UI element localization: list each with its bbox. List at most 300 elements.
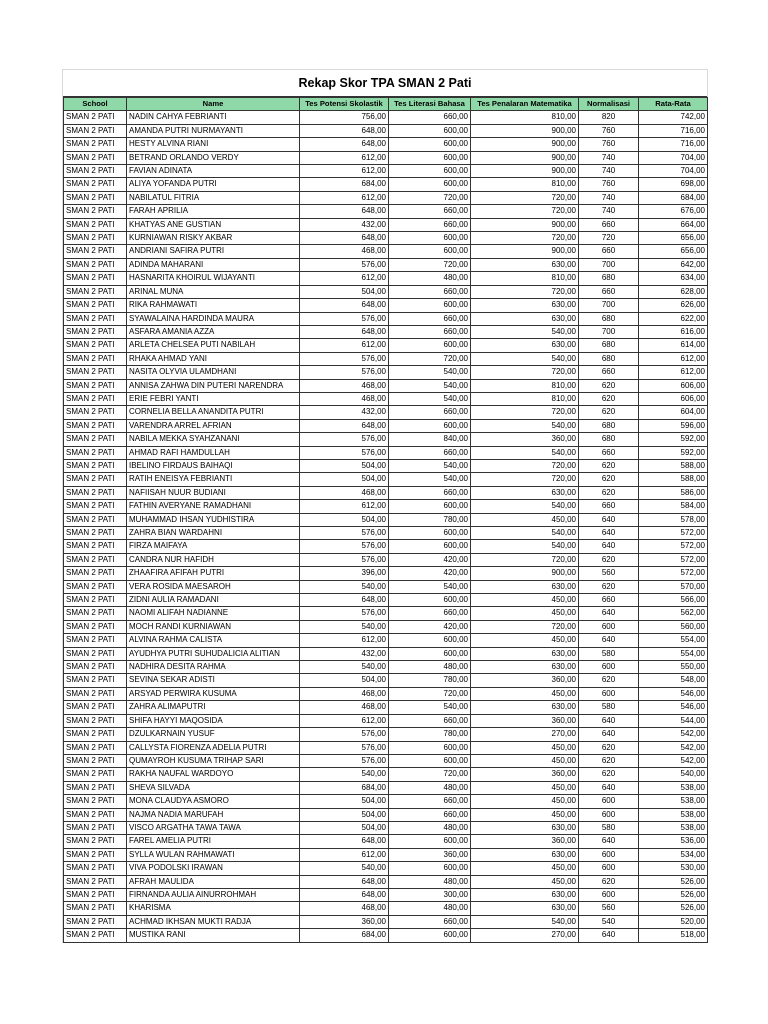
cell-school: SMAN 2 PATI <box>64 795 127 808</box>
cell-normalisasi: 620 <box>579 754 639 767</box>
cell-tes-potensi-skolastik: 468,00 <box>300 245 389 258</box>
cell-tes-penalaran-matematika: 810,00 <box>471 272 579 285</box>
col-header-normalisasi: Normalisasi <box>579 98 639 111</box>
cell-tes-potensi-skolastik: 612,00 <box>300 191 389 204</box>
table-row <box>64 701 708 714</box>
cell-name: HASNARITA KHOIRUL WIJAYANTI <box>127 272 300 285</box>
cell-rata-rata: 676,00 <box>639 205 708 218</box>
cell-school: SMAN 2 PATI <box>64 888 127 901</box>
cell-tes-penalaran-matematika: 270,00 <box>471 929 579 942</box>
cell-name: VARENDRA ARREL AFRIAN <box>127 419 300 432</box>
cell-name: MONA CLAUDYA ASMORO <box>127 795 300 808</box>
cell-tes-potensi-skolastik: 648,00 <box>300 138 389 151</box>
col-header-tes-potensi-skolastik: Tes Potensi Skolastik <box>300 98 389 111</box>
table-row <box>64 808 708 821</box>
table-row <box>64 299 708 312</box>
cell-tes-penalaran-matematika: 450,00 <box>471 513 579 526</box>
table-row <box>64 325 708 338</box>
cell-school: SMAN 2 PATI <box>64 178 127 191</box>
cell-rata-rata: 542,00 <box>639 741 708 754</box>
table-row <box>64 862 708 875</box>
cell-school: SMAN 2 PATI <box>64 392 127 405</box>
cell-tes-potensi-skolastik: 504,00 <box>300 808 389 821</box>
cell-normalisasi: 640 <box>579 835 639 848</box>
cell-rata-rata: 520,00 <box>639 915 708 928</box>
cell-normalisasi: 680 <box>579 352 639 365</box>
cell-name: RATIH ENEISYA FEBRIANTI <box>127 473 300 486</box>
cell-tes-potensi-skolastik: 648,00 <box>300 325 389 338</box>
cell-school: SMAN 2 PATI <box>64 620 127 633</box>
cell-tes-literasi-bahasa: 480,00 <box>389 821 471 834</box>
cell-tes-literasi-bahasa: 600,00 <box>389 835 471 848</box>
cell-tes-potensi-skolastik: 576,00 <box>300 754 389 767</box>
cell-tes-penalaran-matematika: 540,00 <box>471 915 579 928</box>
cell-name: CANDRA NUR HAFIDH <box>127 553 300 566</box>
cell-tes-literasi-bahasa: 540,00 <box>389 379 471 392</box>
cell-rata-rata: 572,00 <box>639 527 708 540</box>
cell-tes-literasi-bahasa: 480,00 <box>389 272 471 285</box>
cell-rata-rata: 592,00 <box>639 446 708 459</box>
cell-school: SMAN 2 PATI <box>64 165 127 178</box>
cell-tes-potensi-skolastik: 540,00 <box>300 862 389 875</box>
cell-rata-rata: 592,00 <box>639 433 708 446</box>
cell-tes-potensi-skolastik: 540,00 <box>300 661 389 674</box>
cell-school: SMAN 2 PATI <box>64 245 127 258</box>
cell-normalisasi: 760 <box>579 178 639 191</box>
cell-tes-penalaran-matematika: 720,00 <box>471 406 579 419</box>
cell-tes-potensi-skolastik: 468,00 <box>300 486 389 499</box>
cell-tes-potensi-skolastik: 576,00 <box>300 352 389 365</box>
cell-normalisasi: 640 <box>579 634 639 647</box>
cell-rata-rata: 664,00 <box>639 218 708 231</box>
cell-tes-penalaran-matematika: 450,00 <box>471 795 579 808</box>
table-body <box>64 111 708 942</box>
cell-tes-potensi-skolastik: 432,00 <box>300 647 389 660</box>
cell-normalisasi: 620 <box>579 674 639 687</box>
cell-normalisasi: 740 <box>579 205 639 218</box>
cell-tes-potensi-skolastik: 540,00 <box>300 580 389 593</box>
cell-tes-literasi-bahasa: 600,00 <box>389 299 471 312</box>
cell-tes-potensi-skolastik: 648,00 <box>300 888 389 901</box>
cell-tes-penalaran-matematika: 810,00 <box>471 111 579 124</box>
cell-school: SMAN 2 PATI <box>64 634 127 647</box>
cell-tes-literasi-bahasa: 840,00 <box>389 433 471 446</box>
cell-rata-rata: 526,00 <box>639 875 708 888</box>
cell-tes-penalaran-matematika: 450,00 <box>471 607 579 620</box>
cell-tes-penalaran-matematika: 450,00 <box>471 594 579 607</box>
cell-tes-potensi-skolastik: 576,00 <box>300 553 389 566</box>
cell-school: SMAN 2 PATI <box>64 124 127 137</box>
table-row <box>64 339 708 352</box>
cell-tes-penalaran-matematika: 450,00 <box>471 634 579 647</box>
cell-name: VIVA PODOLSKI IRAWAN <box>127 862 300 875</box>
cell-tes-penalaran-matematika: 360,00 <box>471 768 579 781</box>
cell-normalisasi: 740 <box>579 191 639 204</box>
cell-tes-potensi-skolastik: 468,00 <box>300 392 389 405</box>
cell-normalisasi: 640 <box>579 781 639 794</box>
cell-school: SMAN 2 PATI <box>64 339 127 352</box>
cell-rata-rata: 614,00 <box>639 339 708 352</box>
table-row <box>64 486 708 499</box>
cell-tes-penalaran-matematika: 630,00 <box>471 888 579 901</box>
table-row <box>64 138 708 151</box>
cell-normalisasi: 600 <box>579 795 639 808</box>
cell-rata-rata: 526,00 <box>639 888 708 901</box>
cell-tes-potensi-skolastik: 684,00 <box>300 178 389 191</box>
table-row <box>64 915 708 928</box>
cell-normalisasi: 600 <box>579 848 639 861</box>
cell-tes-potensi-skolastik: 468,00 <box>300 687 389 700</box>
cell-tes-penalaran-matematika: 630,00 <box>471 701 579 714</box>
cell-tes-literasi-bahasa: 600,00 <box>389 245 471 258</box>
cell-rata-rata: 538,00 <box>639 795 708 808</box>
cell-normalisasi: 600 <box>579 888 639 901</box>
cell-tes-penalaran-matematika: 630,00 <box>471 580 579 593</box>
cell-tes-literasi-bahasa: 600,00 <box>389 165 471 178</box>
cell-tes-penalaran-matematika: 900,00 <box>471 165 579 178</box>
cell-tes-potensi-skolastik: 468,00 <box>300 701 389 714</box>
cell-rata-rata: 684,00 <box>639 191 708 204</box>
cell-tes-potensi-skolastik: 576,00 <box>300 366 389 379</box>
cell-normalisasi: 620 <box>579 580 639 593</box>
cell-tes-literasi-bahasa: 600,00 <box>389 124 471 137</box>
cell-school: SMAN 2 PATI <box>64 151 127 164</box>
cell-school: SMAN 2 PATI <box>64 701 127 714</box>
cell-school: SMAN 2 PATI <box>64 433 127 446</box>
cell-name: SHEVA SILVADA <box>127 781 300 794</box>
table-row <box>64 634 708 647</box>
cell-normalisasi: 700 <box>579 258 639 271</box>
cell-tes-literasi-bahasa: 720,00 <box>389 191 471 204</box>
cell-tes-literasi-bahasa: 540,00 <box>389 701 471 714</box>
table-row <box>64 714 708 727</box>
cell-rata-rata: 562,00 <box>639 607 708 620</box>
cell-tes-literasi-bahasa: 360,00 <box>389 848 471 861</box>
cell-tes-potensi-skolastik: 576,00 <box>300 540 389 553</box>
cell-school: SMAN 2 PATI <box>64 647 127 660</box>
col-header-school: School <box>64 98 127 111</box>
cell-school: SMAN 2 PATI <box>64 191 127 204</box>
cell-name: ARSYAD PERWIRA KUSUMA <box>127 687 300 700</box>
cell-rata-rata: 572,00 <box>639 553 708 566</box>
cell-tes-potensi-skolastik: 576,00 <box>300 312 389 325</box>
cell-name: SEVINA SEKAR ADISTI <box>127 674 300 687</box>
cell-rata-rata: 704,00 <box>639 165 708 178</box>
cell-school: SMAN 2 PATI <box>64 473 127 486</box>
table-row <box>64 205 708 218</box>
cell-tes-penalaran-matematika: 720,00 <box>471 191 579 204</box>
col-header-tes-penalaran-matematika: Tes Penalaran Matematika <box>471 98 579 111</box>
cell-name: AYUDHYA PUTRI SUHUDALICIA ALITIAN <box>127 647 300 660</box>
cell-tes-potensi-skolastik: 612,00 <box>300 848 389 861</box>
cell-name: NADHIRA DESITA RAHMA <box>127 661 300 674</box>
cell-normalisasi: 660 <box>579 446 639 459</box>
cell-rata-rata: 548,00 <box>639 674 708 687</box>
cell-rata-rata: 698,00 <box>639 178 708 191</box>
cell-tes-potensi-skolastik: 504,00 <box>300 513 389 526</box>
cell-tes-potensi-skolastik: 504,00 <box>300 795 389 808</box>
cell-tes-penalaran-matematika: 450,00 <box>471 875 579 888</box>
col-header-rata-rata: Rata-Rata <box>639 98 708 111</box>
cell-name: FAVIAN ADINATA <box>127 165 300 178</box>
cell-name: FIRNANDA AULIA AINURROHMAH <box>127 888 300 901</box>
cell-school: SMAN 2 PATI <box>64 580 127 593</box>
cell-tes-literasi-bahasa: 420,00 <box>389 567 471 580</box>
cell-tes-penalaran-matematika: 630,00 <box>471 486 579 499</box>
cell-school: SMAN 2 PATI <box>64 674 127 687</box>
cell-tes-potensi-skolastik: 612,00 <box>300 165 389 178</box>
cell-tes-potensi-skolastik: 648,00 <box>300 232 389 245</box>
cell-name: ALVINA RAHMA CALISTA <box>127 634 300 647</box>
score-sheet <box>62 69 708 943</box>
cell-school: SMAN 2 PATI <box>64 594 127 607</box>
cell-normalisasi: 640 <box>579 527 639 540</box>
cell-normalisasi: 600 <box>579 862 639 875</box>
cell-tes-potensi-skolastik: 756,00 <box>300 111 389 124</box>
cell-tes-penalaran-matematika: 540,00 <box>471 540 579 553</box>
cell-school: SMAN 2 PATI <box>64 513 127 526</box>
cell-rata-rata: 704,00 <box>639 151 708 164</box>
cell-tes-literasi-bahasa: 600,00 <box>389 339 471 352</box>
cell-name: ANNISA ZAHWA DIN PUTERI NARENDRA <box>127 379 300 392</box>
cell-name: NABILATUL FITRIA <box>127 191 300 204</box>
cell-school: SMAN 2 PATI <box>64 848 127 861</box>
cell-tes-literasi-bahasa: 780,00 <box>389 728 471 741</box>
table-row <box>64 888 708 901</box>
cell-tes-potensi-skolastik: 468,00 <box>300 379 389 392</box>
cell-tes-literasi-bahasa: 600,00 <box>389 500 471 513</box>
cell-normalisasi: 660 <box>579 245 639 258</box>
cell-tes-potensi-skolastik: 648,00 <box>300 594 389 607</box>
cell-school: SMAN 2 PATI <box>64 406 127 419</box>
table-row <box>64 379 708 392</box>
table-row <box>64 312 708 325</box>
cell-tes-penalaran-matematika: 720,00 <box>471 232 579 245</box>
cell-normalisasi: 660 <box>579 594 639 607</box>
cell-tes-literasi-bahasa: 720,00 <box>389 687 471 700</box>
cell-name: DZULKARNAIN YUSUF <box>127 728 300 741</box>
table-row <box>64 620 708 633</box>
cell-tes-penalaran-matematika: 540,00 <box>471 527 579 540</box>
cell-tes-literasi-bahasa: 720,00 <box>389 352 471 365</box>
cell-tes-literasi-bahasa: 420,00 <box>389 620 471 633</box>
cell-tes-penalaran-matematika: 810,00 <box>471 178 579 191</box>
cell-name: AMANDA PUTRI NURMAYANTI <box>127 124 300 137</box>
cell-tes-literasi-bahasa: 660,00 <box>389 111 471 124</box>
cell-normalisasi: 600 <box>579 620 639 633</box>
cell-tes-literasi-bahasa: 480,00 <box>389 781 471 794</box>
cell-normalisasi: 680 <box>579 272 639 285</box>
cell-tes-potensi-skolastik: 504,00 <box>300 674 389 687</box>
cell-rata-rata: 716,00 <box>639 138 708 151</box>
table-row <box>64 258 708 271</box>
cell-name: CALLYSTA FIORENZA ADELIA PUTRI <box>127 741 300 754</box>
cell-rata-rata: 518,00 <box>639 929 708 942</box>
table-row <box>64 929 708 942</box>
cell-school: SMAN 2 PATI <box>64 352 127 365</box>
cell-tes-penalaran-matematika: 900,00 <box>471 218 579 231</box>
table-row <box>64 419 708 432</box>
cell-rata-rata: 566,00 <box>639 594 708 607</box>
cell-tes-potensi-skolastik: 612,00 <box>300 634 389 647</box>
cell-tes-potensi-skolastik: 612,00 <box>300 151 389 164</box>
table-row <box>64 835 708 848</box>
table-row <box>64 473 708 486</box>
cell-normalisasi: 620 <box>579 768 639 781</box>
cell-tes-penalaran-matematika: 900,00 <box>471 138 579 151</box>
cell-tes-penalaran-matematika: 900,00 <box>471 151 579 164</box>
cell-school: SMAN 2 PATI <box>64 728 127 741</box>
cell-tes-penalaran-matematika: 720,00 <box>471 553 579 566</box>
table-row <box>64 567 708 580</box>
cell-tes-penalaran-matematika: 450,00 <box>471 808 579 821</box>
cell-rata-rata: 554,00 <box>639 634 708 647</box>
cell-tes-potensi-skolastik: 648,00 <box>300 835 389 848</box>
cell-rata-rata: 586,00 <box>639 486 708 499</box>
table-row <box>64 111 708 124</box>
table-row <box>64 392 708 405</box>
cell-name: ZIDNI AULIA RAMADANI <box>127 594 300 607</box>
cell-normalisasi: 580 <box>579 821 639 834</box>
cell-tes-literasi-bahasa: 660,00 <box>389 607 471 620</box>
cell-normalisasi: 640 <box>579 929 639 942</box>
table-row <box>64 178 708 191</box>
cell-tes-literasi-bahasa: 300,00 <box>389 888 471 901</box>
cell-rata-rata: 538,00 <box>639 781 708 794</box>
cell-rata-rata: 540,00 <box>639 768 708 781</box>
cell-tes-penalaran-matematika: 450,00 <box>471 862 579 875</box>
cell-tes-literasi-bahasa: 660,00 <box>389 808 471 821</box>
cell-tes-penalaran-matematika: 810,00 <box>471 392 579 405</box>
cell-normalisasi: 600 <box>579 808 639 821</box>
cell-school: SMAN 2 PATI <box>64 446 127 459</box>
cell-normalisasi: 640 <box>579 728 639 741</box>
cell-name: FIRZA MAIFAYA <box>127 540 300 553</box>
cell-normalisasi: 680 <box>579 339 639 352</box>
cell-normalisasi: 720 <box>579 232 639 245</box>
cell-normalisasi: 660 <box>579 218 639 231</box>
cell-school: SMAN 2 PATI <box>64 325 127 338</box>
cell-tes-penalaran-matematika: 540,00 <box>471 419 579 432</box>
cell-name: NADIN CAHYA FEBRIANTI <box>127 111 300 124</box>
cell-school: SMAN 2 PATI <box>64 285 127 298</box>
cell-school: SMAN 2 PATI <box>64 553 127 566</box>
table-row <box>64 459 708 472</box>
cell-name: NAJMA NADIA MARUFAH <box>127 808 300 821</box>
cell-tes-potensi-skolastik: 612,00 <box>300 714 389 727</box>
cell-tes-literasi-bahasa: 660,00 <box>389 218 471 231</box>
cell-rata-rata: 616,00 <box>639 325 708 338</box>
col-header-name: Name <box>127 98 300 111</box>
cell-name: ERIE FEBRI YANTI <box>127 392 300 405</box>
cell-tes-potensi-skolastik: 612,00 <box>300 339 389 352</box>
cell-tes-literasi-bahasa: 780,00 <box>389 513 471 526</box>
cell-rata-rata: 742,00 <box>639 111 708 124</box>
cell-rata-rata: 538,00 <box>639 808 708 821</box>
cell-school: SMAN 2 PATI <box>64 459 127 472</box>
cell-tes-potensi-skolastik: 612,00 <box>300 500 389 513</box>
cell-normalisasi: 680 <box>579 312 639 325</box>
cell-tes-penalaran-matematika: 270,00 <box>471 728 579 741</box>
cell-tes-penalaran-matematika: 630,00 <box>471 312 579 325</box>
cell-school: SMAN 2 PATI <box>64 218 127 231</box>
cell-name: RAKHA NAUFAL WARDOYO <box>127 768 300 781</box>
cell-tes-literasi-bahasa: 780,00 <box>389 674 471 687</box>
cell-tes-penalaran-matematika: 360,00 <box>471 433 579 446</box>
cell-tes-literasi-bahasa: 600,00 <box>389 647 471 660</box>
cell-name: AFRAH MAULIDA <box>127 875 300 888</box>
cell-name: CORNELIA BELLA ANANDITA PUTRI <box>127 406 300 419</box>
cell-name: MUHAMMAD IHSAN YUDHISTIRA <box>127 513 300 526</box>
cell-tes-literasi-bahasa: 600,00 <box>389 178 471 191</box>
cell-school: SMAN 2 PATI <box>64 768 127 781</box>
table-row <box>64 647 708 660</box>
cell-tes-penalaran-matematika: 450,00 <box>471 754 579 767</box>
cell-name: AHMAD RAFI HAMDULLAH <box>127 446 300 459</box>
cell-normalisasi: 600 <box>579 687 639 700</box>
cell-tes-penalaran-matematika: 630,00 <box>471 647 579 660</box>
cell-tes-potensi-skolastik: 576,00 <box>300 527 389 540</box>
table-row <box>64 687 708 700</box>
cell-tes-literasi-bahasa: 540,00 <box>389 366 471 379</box>
cell-school: SMAN 2 PATI <box>64 258 127 271</box>
cell-tes-literasi-bahasa: 480,00 <box>389 902 471 915</box>
cell-name: KHATYAS ANE GUSTIAN <box>127 218 300 231</box>
cell-name: ARLETA CHELSEA PUTI NABILAH <box>127 339 300 352</box>
table-row <box>64 553 708 566</box>
cell-name: BETRAND ORLANDO VERDY <box>127 151 300 164</box>
cell-tes-penalaran-matematika: 360,00 <box>471 714 579 727</box>
cell-school: SMAN 2 PATI <box>64 379 127 392</box>
cell-tes-literasi-bahasa: 600,00 <box>389 419 471 432</box>
cell-tes-literasi-bahasa: 600,00 <box>389 527 471 540</box>
cell-normalisasi: 620 <box>579 486 639 499</box>
cell-normalisasi: 620 <box>579 741 639 754</box>
cell-name: MOCH RANDI KURNIAWAN <box>127 620 300 633</box>
cell-tes-penalaran-matematika: 810,00 <box>471 379 579 392</box>
table-row <box>64 272 708 285</box>
cell-tes-penalaran-matematika: 900,00 <box>471 124 579 137</box>
cell-tes-literasi-bahasa: 600,00 <box>389 594 471 607</box>
cell-tes-potensi-skolastik: 576,00 <box>300 728 389 741</box>
col-header-tes-literasi-bahasa: Tes Literasi Bahasa <box>389 98 471 111</box>
cell-normalisasi: 580 <box>579 647 639 660</box>
cell-tes-potensi-skolastik: 576,00 <box>300 607 389 620</box>
cell-rata-rata: 716,00 <box>639 124 708 137</box>
cell-normalisasi: 680 <box>579 419 639 432</box>
cell-rata-rata: 570,00 <box>639 580 708 593</box>
cell-rata-rata: 604,00 <box>639 406 708 419</box>
table-row <box>64 594 708 607</box>
header-row <box>64 98 708 111</box>
cell-tes-potensi-skolastik: 396,00 <box>300 567 389 580</box>
cell-tes-literasi-bahasa: 600,00 <box>389 754 471 767</box>
cell-tes-literasi-bahasa: 660,00 <box>389 915 471 928</box>
cell-rata-rata: 572,00 <box>639 567 708 580</box>
cell-normalisasi: 560 <box>579 567 639 580</box>
cell-tes-penalaran-matematika: 720,00 <box>471 366 579 379</box>
cell-tes-literasi-bahasa: 480,00 <box>389 661 471 674</box>
cell-normalisasi: 740 <box>579 165 639 178</box>
cell-rata-rata: 544,00 <box>639 714 708 727</box>
cell-school: SMAN 2 PATI <box>64 419 127 432</box>
cell-rata-rata: 588,00 <box>639 459 708 472</box>
cell-name: ZAHRA BIAN WARDAHNI <box>127 527 300 540</box>
cell-name: NABILA MEKKA SYAHZANANI <box>127 433 300 446</box>
cell-tes-penalaran-matematika: 630,00 <box>471 258 579 271</box>
cell-tes-literasi-bahasa: 660,00 <box>389 205 471 218</box>
cell-name: ANDRIANI SAFIRA PUTRI <box>127 245 300 258</box>
